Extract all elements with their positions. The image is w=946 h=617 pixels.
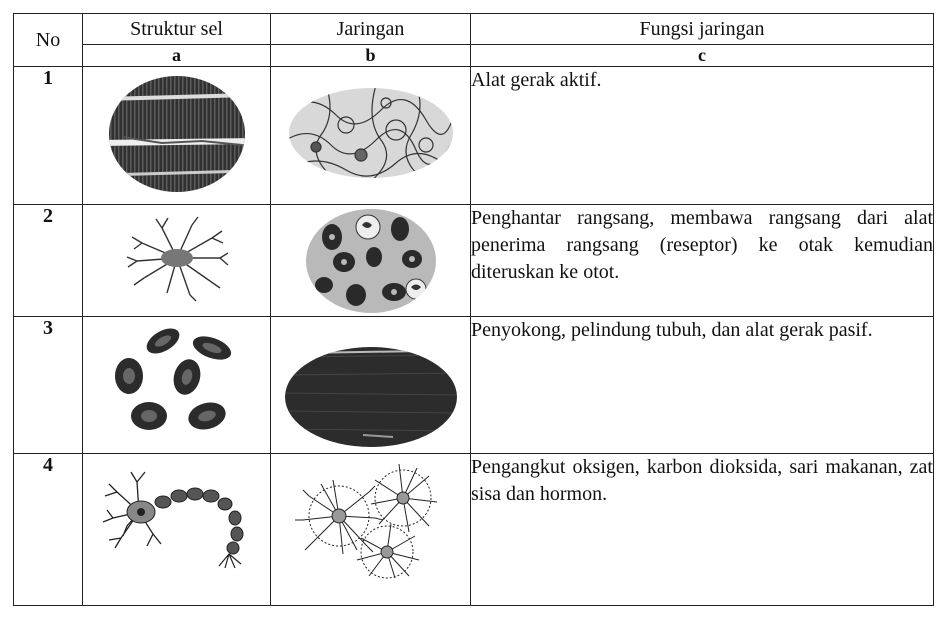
table-row	[14, 454, 934, 606]
table-row	[14, 67, 934, 205]
header-function: Fungsi jaringan	[471, 14, 934, 45]
function-text: Penghantar rangsang, membawa rangsang dari alat penerima rangsang (reseptor) ke otak kemudian diteruskan ke otot.	[471, 205, 934, 317]
function-text: Pengangkut oksigen, karbon dioksida, sari makanan, zat sisa dan hormon.	[471, 454, 934, 606]
row-number: 1	[14, 67, 83, 205]
subheader-b: b	[271, 45, 471, 67]
header-row	[14, 14, 934, 45]
muscle-tissue-icon	[271, 317, 471, 454]
function-text: Penyokong, pelindung tubuh, dan alat gerak pasif.	[471, 317, 934, 454]
header-tissue: Jaringan	[271, 14, 471, 45]
nerve-tissue-icon	[271, 454, 471, 606]
header-cell-structure: Struktur sel	[83, 14, 271, 45]
subheader-row	[14, 45, 934, 67]
neuron-icon	[83, 454, 271, 606]
red-blood-cells-icon	[83, 317, 271, 454]
bone-cell-icon	[83, 205, 271, 317]
blood-tissue-icon	[271, 205, 471, 317]
striated-muscle-cell-icon	[83, 67, 271, 205]
table-row	[14, 205, 934, 317]
row-number: 2	[14, 205, 83, 317]
header-no: No	[14, 14, 83, 67]
function-text: Alat gerak aktif.	[471, 67, 934, 205]
row-number: 4	[14, 454, 83, 606]
row-number: 3	[14, 317, 83, 454]
subheader-a: a	[83, 45, 271, 67]
bone-tissue-icon	[271, 67, 471, 205]
table-row	[14, 317, 934, 454]
subheader-c: c	[471, 45, 934, 67]
biology-table	[13, 13, 934, 606]
